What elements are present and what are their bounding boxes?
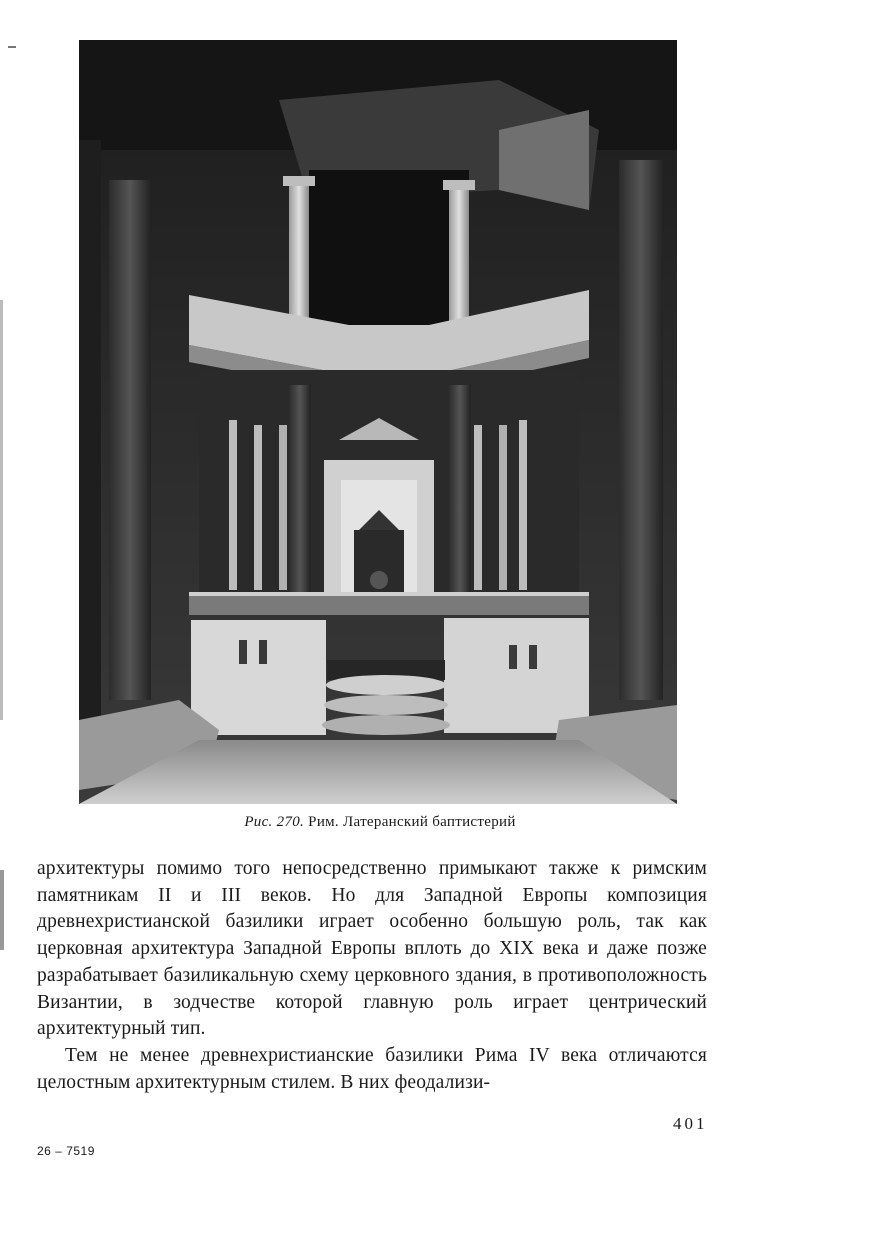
figure-title: Рим. Латеранский баптистерий <box>308 814 516 830</box>
scan-edge-mark <box>0 300 3 720</box>
sheet-signature: 26 – 7519 <box>37 1144 95 1158</box>
scan-dash-mark <box>8 46 16 48</box>
page-number: 401 <box>673 1114 708 1133</box>
figure-caption <box>0 814 760 831</box>
paragraph: Тем не менее древнехристианские базилики Рима IV века отличаются целостным архитектурным стилем. В них феодализи- <box>37 1044 707 1093</box>
scan-edge-mark <box>0 870 4 950</box>
baptistery-photograph <box>79 40 677 804</box>
body-text <box>37 856 707 1096</box>
paragraph: архитектуры помимо того непосредственно примыкают также к римским памятникам II и III веков. Но для Западной Европы композиция древнехристианской базилики играет особенно большую роль, так как церковная архитектура Западной Европы вплоть до XIX века и даже позже разрабатывает базиликальную схему церковного здания, в противоположность Византии, в зодчестве которой главную роль играет центрический архитектурный тип. <box>37 858 707 1040</box>
figure-number: Рис. 270. <box>244 814 305 830</box>
